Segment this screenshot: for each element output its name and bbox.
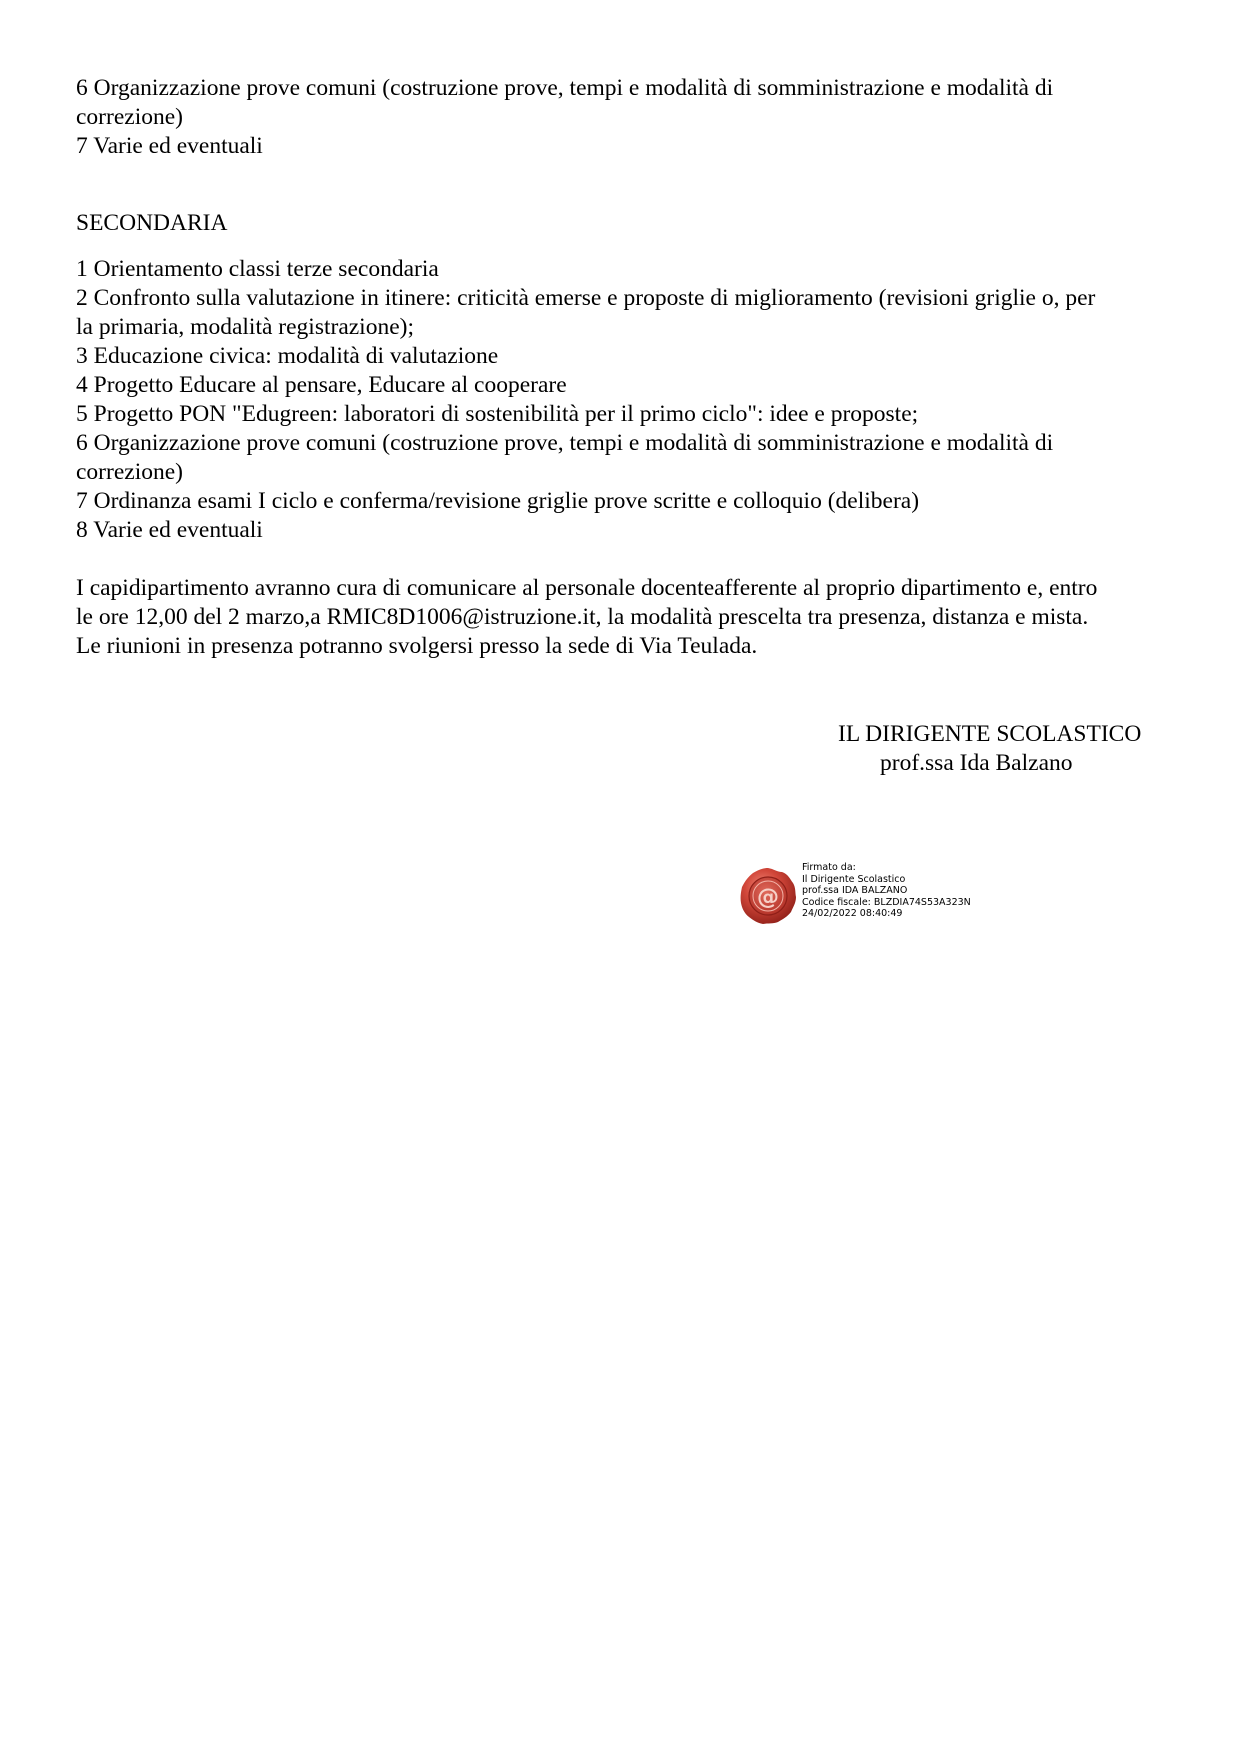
digital-signature-stamp	[738, 862, 1018, 932]
svg-text:@: @	[757, 885, 779, 910]
primaria-agenda-tail	[76, 74, 1176, 161]
agenda-item: 7 Ordinanza esami I ciclo e conferma/revisione griglie prove scritte e colloquio (delibera)	[76, 488, 920, 514]
paragraph-line: le ore 12,00 del 2 marzo,a RMIC8D1006@istruzione.it, la modalità prescelta tra presenza, distanza e mista.	[76, 604, 1089, 630]
red-wax-seal-at-icon	[738, 866, 798, 926]
secondaria-agenda-list	[76, 255, 1176, 545]
signatory-title: IL DIRIGENTE SCOLASTICO	[838, 721, 1142, 747]
agenda-item: 4 Progetto Educare al pensare, Educare al cooperare	[76, 372, 567, 398]
paragraph-line: Le riunioni in presenza potranno svolgersi presso la sede di Via Teulada.	[76, 633, 758, 659]
stamp-line: prof.ssa IDA BALZANO	[802, 885, 908, 897]
stamp-line: Firmato da:	[802, 862, 856, 873]
section-heading-secondaria: SECONDARIA	[76, 210, 228, 236]
stamp-line: 24/02/2022 08:40:49	[802, 908, 903, 920]
agenda-item: 6 Organizzazione prove comuni (costruzione prove, tempi e modalità di somministrazione e modalità di	[76, 75, 1054, 101]
agenda-item: 8 Varie ed eventuali	[76, 517, 263, 543]
agenda-item: correzione)	[76, 459, 183, 485]
stamp-line: Codice fiscale: BLZDIA74S53A323N	[802, 896, 971, 908]
signatory-name: prof.ssa Ida Balzano	[880, 750, 1073, 776]
document-body	[76, 74, 1176, 661]
agenda-item: correzione)	[76, 104, 183, 130]
agenda-item: 7 Varie ed eventuali	[76, 133, 263, 159]
agenda-item: 2 Confronto sulla valutazione in itinere: criticità emerse e proposte di miglioramento (revisioni griglie o, per	[76, 285, 1096, 311]
agenda-item: la primaria, modalità registrazione);	[76, 314, 414, 340]
paragraph-line: I capidipartimento avranno cura di comunicare al personale docenteafferente al proprio dipartimento e, entro	[76, 575, 1098, 601]
stamp-line: Il Dirigente Scolastico	[802, 873, 906, 885]
agenda-item: 6 Organizzazione prove comuni (costruzione prove, tempi e modalità di somministrazione e modalità di	[76, 430, 1054, 456]
signature-block	[838, 720, 1168, 778]
agenda-item: 5 Progetto PON "Edugreen: laboratori di sostenibilità per il primo ciclo": idee e proposte;	[76, 401, 919, 427]
closing-paragraph	[76, 574, 1176, 661]
digital-signature-details	[802, 862, 971, 920]
agenda-item: 1 Orientamento classi terze secondaria	[76, 256, 439, 282]
agenda-item: 3 Educazione civica: modalità di valutazione	[76, 343, 499, 369]
